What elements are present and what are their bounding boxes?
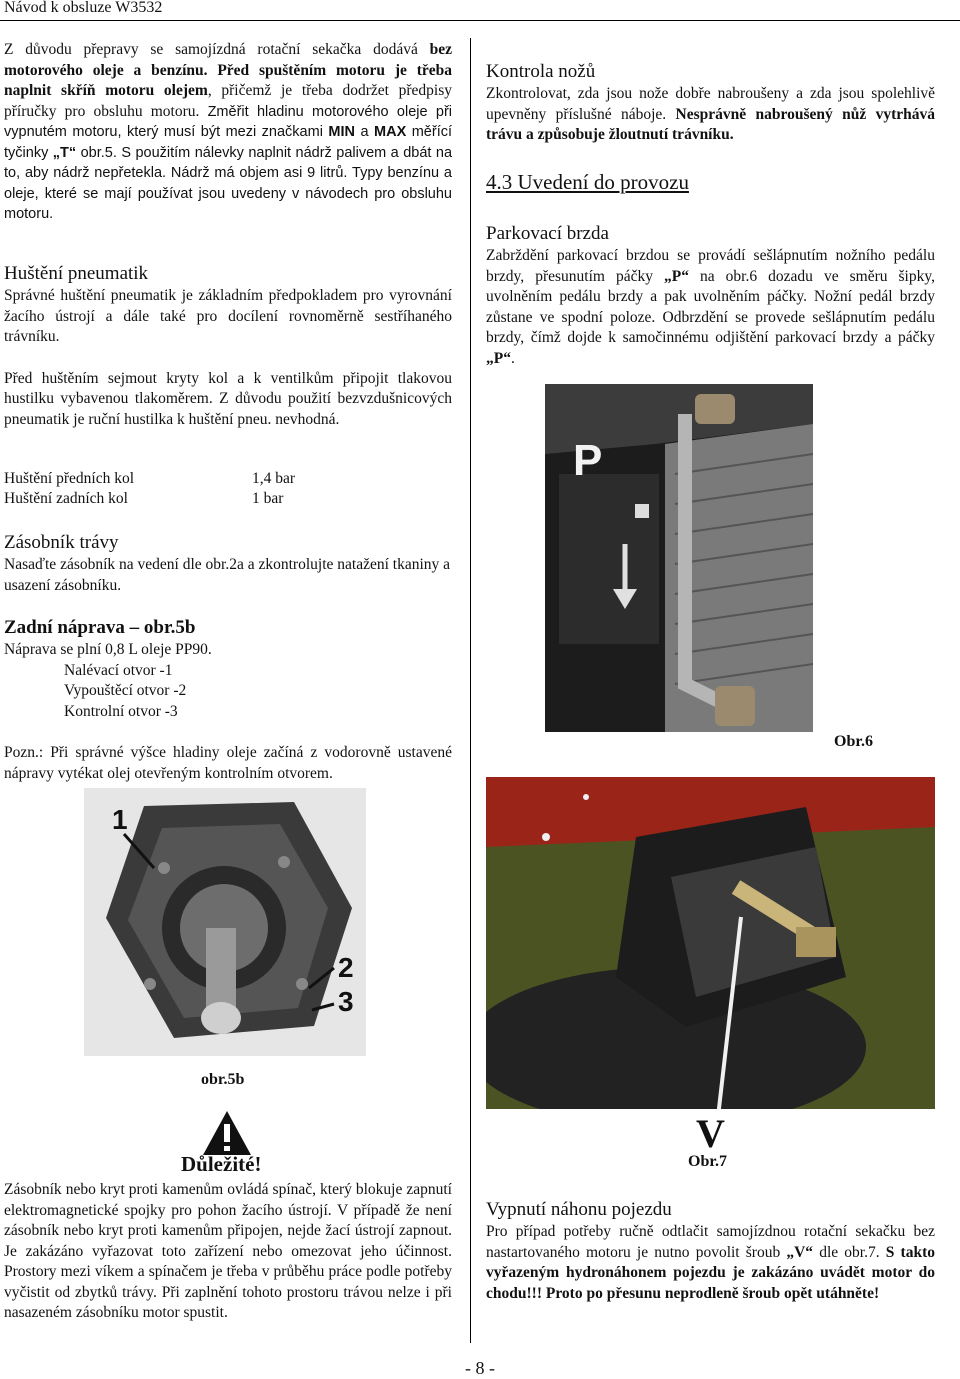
drive-heading: Vypnutí náhonu pojezdu — [486, 1199, 672, 1220]
dipstick-t: „T“ — [52, 144, 77, 161]
intro-paragraph — [4, 40, 452, 225]
drive-text-1: Pro případ potřeby ručně odtlačit samojízdnou rotační sekačku bez nastartovaného motoru je nutno povolit šroub — [486, 1223, 935, 1261]
knives-text: Zkontrolovat, zda jsou nože dobře nabroušeny a zda jsou spolehlivě upevněny příslušné náboje. — [486, 85, 935, 123]
axle-item-1: Nalévací otvor -1 — [64, 661, 173, 679]
photo-parking-brake — [545, 384, 813, 732]
axle-item-2: Vypouštěcí otvor -2 — [64, 682, 187, 699]
tyres-section — [4, 262, 452, 430]
grass-section — [4, 531, 452, 596]
max-mark: MAX — [374, 124, 407, 140]
label-p: P — [573, 436, 603, 485]
page-header — [0, 0, 960, 20]
screw-v: „V“ — [786, 1243, 814, 1261]
pressure-label-front: Huštění předních kol — [4, 470, 135, 487]
pressure-row-rear — [4, 489, 452, 509]
label-1: 1 — [112, 804, 128, 835]
intro-space — [208, 62, 218, 79]
tyres-paragraph-2: Před huštěním sejmout kryty kol a k ventilkům připojit tlakovou hustilku vybavenou tlakoměrem. Z důvodu použití bezvzdušnicových pneumatik je ruční hustilka k huštění pneu. nevhodná. — [4, 369, 452, 428]
intro-text: Z důvodu přepravy se samojízdná rotační sekačka dodává — [4, 41, 430, 58]
intro-fuel-text: obr.5. S použitím nálevky naplnit nádrž palivem a dbát na to, aby nádrž nepřetekla. Nádrž má objem asi 9 litrů. Typy benzínu a oleje, které se mají používat jsou uvedeny v návodech pro obsluhu motoru. — [4, 144, 453, 222]
pressure-row-front — [4, 469, 452, 489]
label-2: 2 — [338, 952, 354, 983]
intro-dipstick: měřící tyčinky — [4, 124, 453, 161]
caption-5b: obr.5b — [201, 1071, 245, 1088]
lever-p-1: „P“ — [664, 267, 689, 285]
section-4-3 — [486, 170, 935, 194]
knives-warning: Nesprávně nabroušený nůž vytrhává trávu a způsobuje žloutnutí trávníku. — [486, 105, 935, 143]
intro-sans-text: Změřit hladinu motorového oleje při vypnutém motoru, který musí být mezi značkami — [4, 103, 452, 140]
pressure-value-rear: 1 bar — [252, 490, 284, 507]
min-mark: MIN — [328, 124, 355, 140]
knives-paragraph — [486, 84, 935, 146]
brake-heading: Parkovací brzda — [486, 223, 609, 244]
tyres-heading: Huštění pneumatik — [4, 263, 149, 284]
knives-section — [486, 60, 935, 146]
document-title: Návod k obsluze W3532 — [4, 0, 163, 16]
column-divider — [470, 38, 471, 1343]
intro-text-2: , přičemž je třeba dodržet předpisy příručky pro obsluhu motoru. — [4, 82, 452, 120]
knives-heading: Kontrola nožů — [486, 61, 596, 82]
axle-section — [4, 616, 452, 784]
brake-section — [486, 222, 935, 369]
header-rule — [0, 20, 960, 21]
page-number: - 8 - — [465, 1358, 495, 1378]
important-paragraph: Zásobník nebo kryt proti kamenům ovládá spínač, který blokuje zapnutí elektromagnetické spojky pro pohon žacího ústrojí. V případě že není zásobník nebo kryt proti kamenům připojen, nejde žací ústrojí zapnout. Je zakázáno vyřazovat toto zařízení nebo omezovat jeho účinnost. Prostory mezi víkem a spínačem je třeba v průběhu práce podle potřeby vyčistit od zbytků trávy. Při zaplnění tohoto prostoru trávou nelze i při nasazeném zásobníku motor spustit. — [4, 1181, 452, 1321]
drive-section — [486, 1198, 935, 1304]
brake-text-2: na obr.6 dozadu ve směru šipky, uvolněním pedálu brzdy a pak uvolněním páčky. Nožní pedál brzdy zůstane ve spodní poloze. Odbrzdění se provede sešlápnutím pedálu brzdy, čímž dojde k samočinnému odjištění parkovací brzdy a páčky — [486, 267, 935, 346]
grass-text: Nasaďte zásobník na vedení dle obr.2a a zkontrolujte natažení tkaniny a usazení zásobníku. — [4, 556, 451, 594]
axle-text: Náprava se plní 0,8 L oleje PP90. — [4, 641, 212, 658]
caption-obr6: Obr.6 — [834, 733, 873, 750]
important-heading: Důležité! — [181, 1152, 262, 1176]
lever-p-2: „P“ — [486, 349, 511, 367]
drive-text-2: dle obr.7. — [813, 1243, 886, 1261]
brake-text-3: . — [510, 349, 515, 367]
pressure-value-front: 1,4 bar — [252, 470, 296, 487]
photo-rear-axle — [84, 788, 366, 1056]
grass-heading: Zásobník trávy — [4, 532, 119, 553]
drive-paragraph — [486, 1222, 935, 1304]
axle-item-3: Kontrolní otvor -3 — [64, 702, 178, 720]
intro-bold-2: Před spuštěním motoru je třeba naplnit skříň motoru olejem — [4, 61, 452, 99]
warning-icon — [201, 1109, 253, 1157]
brake-text-1: Zabrždění parkovací brzdou se provádí sešlápnutím nožního pedálu brzdy, přesunutím páčky — [486, 247, 935, 285]
axle-note: Pozn.: Při správné výšce hladiny oleje začíná z vodorovně ustavené nápravy vytékat olej otevřeným kontrolním otvorem. — [4, 744, 452, 782]
intro-bold-1: bez motorového oleje a benzínu. — [4, 41, 452, 79]
axle-heading: Zadní náprava – obr.5b — [4, 617, 196, 638]
photo-drive-release — [486, 777, 935, 1109]
section-heading: 4.3 Uvedení do provozu — [486, 170, 689, 194]
pressure-table — [4, 469, 452, 509]
intro-and: a — [355, 124, 375, 140]
pressure-label-rear: Huštění zadních kol — [4, 490, 128, 507]
label-v: V — [696, 1111, 725, 1156]
drive-warning: S takto vyřazeným hydronáhonem pojezdu je zakázáno uvádět motor do chodu!!! Proto po přesunu neprodleně šroub opět utáhněte! — [486, 1243, 935, 1302]
caption-obr7: Obr.7 — [688, 1153, 727, 1170]
brake-paragraph — [486, 246, 935, 369]
tyres-paragraph-1: Správné huštění pneumatik je základním předpokladem pro vyrovnání žacího ústrojí a dále také pro docílení rovnoměrně sestříhaného trávníku. — [4, 287, 452, 345]
drive-release-image — [486, 777, 935, 1109]
label-3: 3 — [338, 986, 354, 1017]
